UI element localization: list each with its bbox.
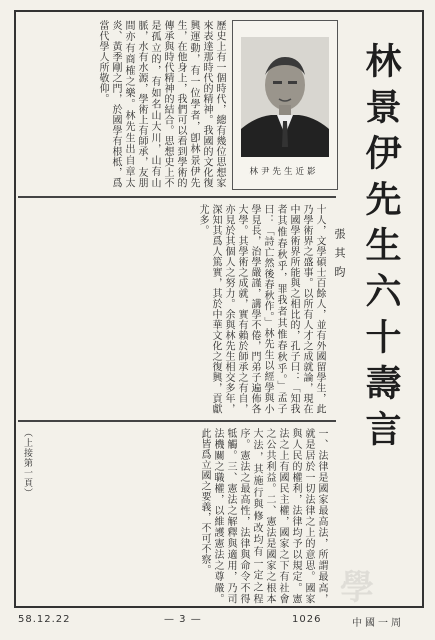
footer-issue: 1026: [292, 614, 322, 625]
footer-publication: 中國一周: [352, 618, 404, 629]
article-text-middle: 十人，文學碩士百餘人，並有外國留學生，此乃學術界之盛事。以所有人才之成就論，現在中國學術界所能與之相比的，孔子曰：「知我者其惟春秋乎，罪我者其惟春秋乎。」孟子曰：「詩亡然後春秋作。」林先生以經學與小學見長，治學嚴謹，講學不倦，門弟子遍佈各大學。其學術之成就，實有賴於師承之有自，亦見於其個人之努力。余與林先生相交多年，深知其爲人篤實，其於中華文化之復興，貢獻尤多。: [197, 204, 325, 414]
article-text-top: 歷史上有一個時代，總有幾位思想家來表達那時代的精神。我國的文化復興運動，有一位學者，卽林景伊先生，在他身上，我們可以看到學術的傳承與時代精神的結合。思想史上不是孤立的，有如名山大川，山有山脈，水有水源，學術上有師承，友朋間亦有商榷之樂。林先生出自章太炎、黃季剛之門，於國學有根柢，爲當代學人所敬仰。: [97, 20, 225, 188]
footer-date: 58.12.22: [18, 614, 71, 625]
footer-page-number: — 3 —: [164, 614, 202, 625]
photo-caption: 林尹先生近影: [249, 167, 319, 177]
divider-lower: [18, 420, 336, 422]
article-title: 林景伊先生六十壽言: [360, 42, 401, 456]
portrait-frame: [232, 20, 338, 190]
divider-upper: [18, 196, 336, 198]
article-author: 張其昀: [333, 228, 346, 285]
article-text-bottom: 一、法律是國家最高法，所謂最高，就是居於一切法律之上的意思。國家與人民的權利，法律均予以規定。憲法之上有國民主權，國家之下有社會之公共利益。二、憲法是國家之根本大法，其施行與修改均有一定之程序。憲法之最高性，法律與命令不得牴觸。三、憲法之解釋與適用，乃司法機關之職權，以維護憲法之尊嚴。此皆爲立國之要義，不可不察。: [199, 428, 327, 604]
portrait-photo: [241, 37, 329, 157]
continuation-note: （上接第一頁）: [22, 428, 32, 498]
portrait-image: [241, 37, 329, 157]
library-watermark: 學: [340, 568, 374, 608]
